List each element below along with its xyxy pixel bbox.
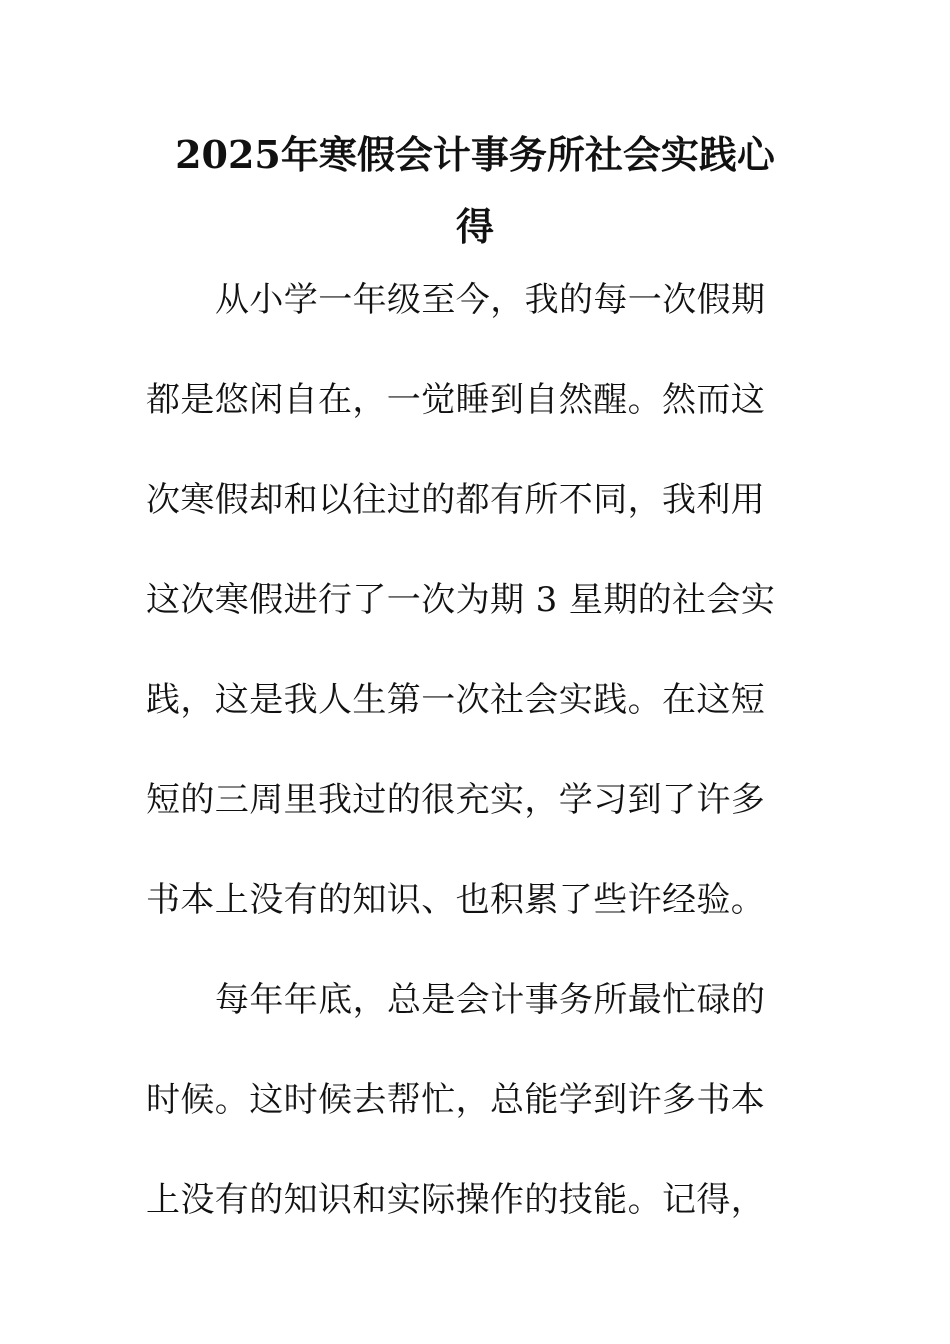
paragraph-2-line-3: 上没有的知识和实际操作的技能。记得， bbox=[146, 1180, 766, 1220]
paragraph-1-line-7: 书本上没有的知识、也积累了些许经验。 bbox=[146, 880, 766, 920]
paragraph-1-line-4: 这次寒假进行了一次为期 3 星期的社会实 bbox=[146, 580, 776, 620]
paragraph-1-line-6: 短的三周里我过的很充实，学习到了许多 bbox=[146, 780, 766, 820]
paragraph-1-line-1: 从小学一年级至今，我的每一次假期 bbox=[215, 280, 766, 320]
paragraph-1-line-3: 次寒假却和以往过的都有所不同，我利用 bbox=[146, 480, 766, 520]
document-title-line-1: 2025年寒假会计事务所社会实践心 bbox=[175, 132, 775, 177]
paragraph-2-line-2: 时候。这时候去帮忙，总能学到许多书本 bbox=[146, 1080, 766, 1120]
document-title-line-2: 得 bbox=[455, 204, 494, 249]
paragraph-1-line-2: 都是悠闲自在，一觉睡到自然醒。然而这 bbox=[146, 380, 766, 420]
paragraph-2-line-1: 每年年底，总是会计事务所最忙碌的 bbox=[215, 980, 766, 1020]
paragraph-1-line-5: 践，这是我人生第一次社会实践。在这短 bbox=[146, 680, 766, 720]
